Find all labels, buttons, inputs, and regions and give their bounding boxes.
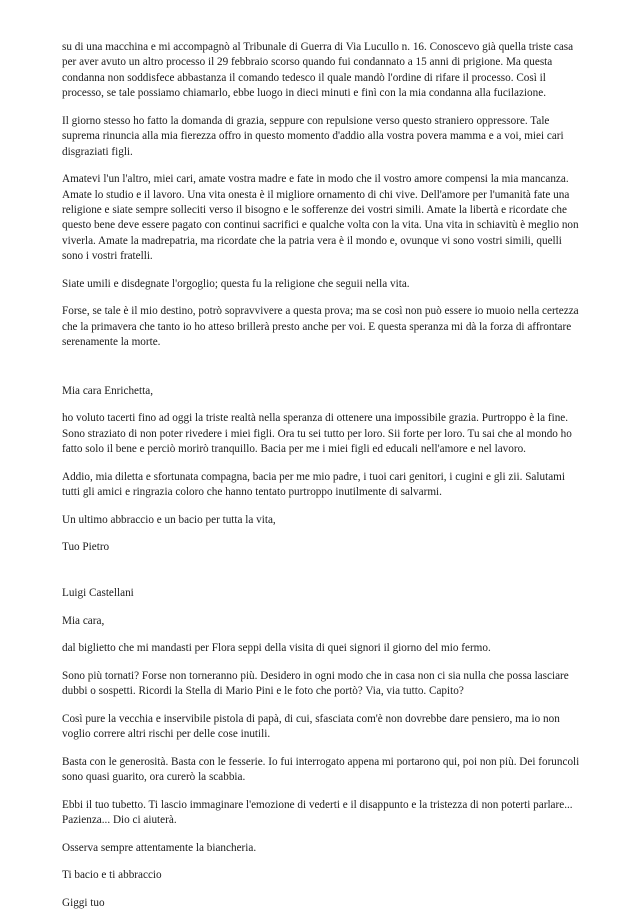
letter-salutation: Mia cara Enrichetta,: [62, 384, 154, 397]
letter-signature: Tuo Pietro: [62, 541, 110, 554]
author-name: Luigi Castellani: [62, 587, 134, 600]
paragraph: ho voluto tacerti fino ad oggi la triste realtà nella speranza di ottenere una impossibile grazia. Purtroppo è la fine. Sono straziato di non poter rivedere i miei figli. Ora tu sei tutto per loro. Sii forte per loro. Tu sai che al mondo ho fatto solo il bene e perciò morirò tranquillo. Bacia per me i miei figli ed educali nell'amore e nel lavoro.: [62, 412, 572, 456]
paragraph: dal biglietto che mi mandasti per Flora seppi della visita di quei signori il giorno del mio fermo.: [62, 642, 491, 655]
paragraph: Ebbi il tuo tubetto. Ti lascio immaginare l'emozione di vederti e il disappunto e la tristezza di non poterti parlare... Pazienza... Dio ci aiuterà.: [62, 798, 573, 827]
document-page: [62, 40, 582, 924]
paragraph: su di una macchina e mi accompagnò al Tribunale di Guerra di Via Lucullo n. 16. Conoscevo già quella triste casa per aver avuto un altro processo il 29 febbraio scorso quando fui condannato a 15 anni di prigione. Ma questa condanna non soddisfece abbastanza il comando tedesco il quale mandò l'ordine di rifare il processo. Così il processo, se tale possiamo chiamarlo, ebbe luogo in dieci minuti e finì con la mia condanna alla fucilazione.: [62, 41, 574, 100]
paragraph: Amatevi l'un l'altro, miei cari, amate vostra madre e fate in modo che il vostro amore compensi la mia mancanza. Amate lo studio e il lavoro. Una vita onesta è il migliore ornamento di chi vive. Dell'amore per l'umanità fate una religione e siate sempre solleciti verso il bisogno e le sofferenze dei vostri simili. Amate la libertà e ricordate che questo bene deve essere pagato con continui sacrifici e qualche volta con la vita. Una vita in schiavitù è meglio non viverla. Amate la madrepatria, ma ricordate che la patria vera è il mondo e, ovunque vi sono vostri simili, quelli sono i vostri fratelli.: [62, 173, 579, 263]
paragraph: Forse, se tale è il mio destino, potrò sopravvivere a questa prova; ma se così non può essere io muoio nella certezza che la primavera che tanto io ho atteso brillerà presto anche per voi. E questa speranza mi dà la forza di affrontare serenamente la morte.: [62, 305, 579, 349]
letter-signature: Giggi tuo: [62, 897, 105, 909]
section-spacer: [62, 568, 582, 586]
paragraph: Sono più tornati? Forse non torneranno più. Desidero in ogni modo che in casa non ci sia nulla che possa lasciare dubbi o sospetti. Ricordi la Stella di Mario Pini e le foto che portò? Via, via tutto. Capito?: [62, 669, 569, 698]
letter-salutation: Mia cara,: [62, 614, 105, 627]
paragraph: Il giorno stesso ho fatto la domanda di grazia, seppure con repulsione verso questo straniero oppressore. Tale suprema rinuncia alla mia fierezza offro in questo momento d'addio alla vostra povera mamma e a voi, miei cari disgraziati figli.: [62, 114, 564, 158]
section-spacer: [62, 363, 582, 384]
paragraph: Siate umili e disdegnate l'orgoglio; questa fu la religione che seguii nella vita.: [62, 277, 410, 290]
paragraph: Addio, mia diletta e sfortunata compagna, bacia per me mio padre, i tuoi cari genitori, i cugini e gli zii. Salutami tutti gli amici e ringrazia coloro che hanno tentato purtroppo inutilmente di salvarmi.: [62, 470, 565, 499]
letter-closing: Ti bacio e ti abbraccio: [62, 869, 162, 882]
paragraph: Basta con le generosità. Basta con le fesserie. Io fui interrogato appena mi portarono qui, poi non più. Dei foruncoli sono quasi guarito, ora curerò la scabbia.: [62, 755, 580, 784]
paragraph: Osserva sempre attentamente la biancheria.: [62, 841, 257, 854]
letter-closing: Un ultimo abbraccio e un bacio per tutta la vita,: [62, 513, 276, 526]
paragraph: Così pure la vecchia e inservibile pistola di papà, di cui, sfasciata com'è non dovrebbe dare pensiero, ma io non voglio correre altri rischi per delle cose inutili.: [62, 712, 560, 741]
